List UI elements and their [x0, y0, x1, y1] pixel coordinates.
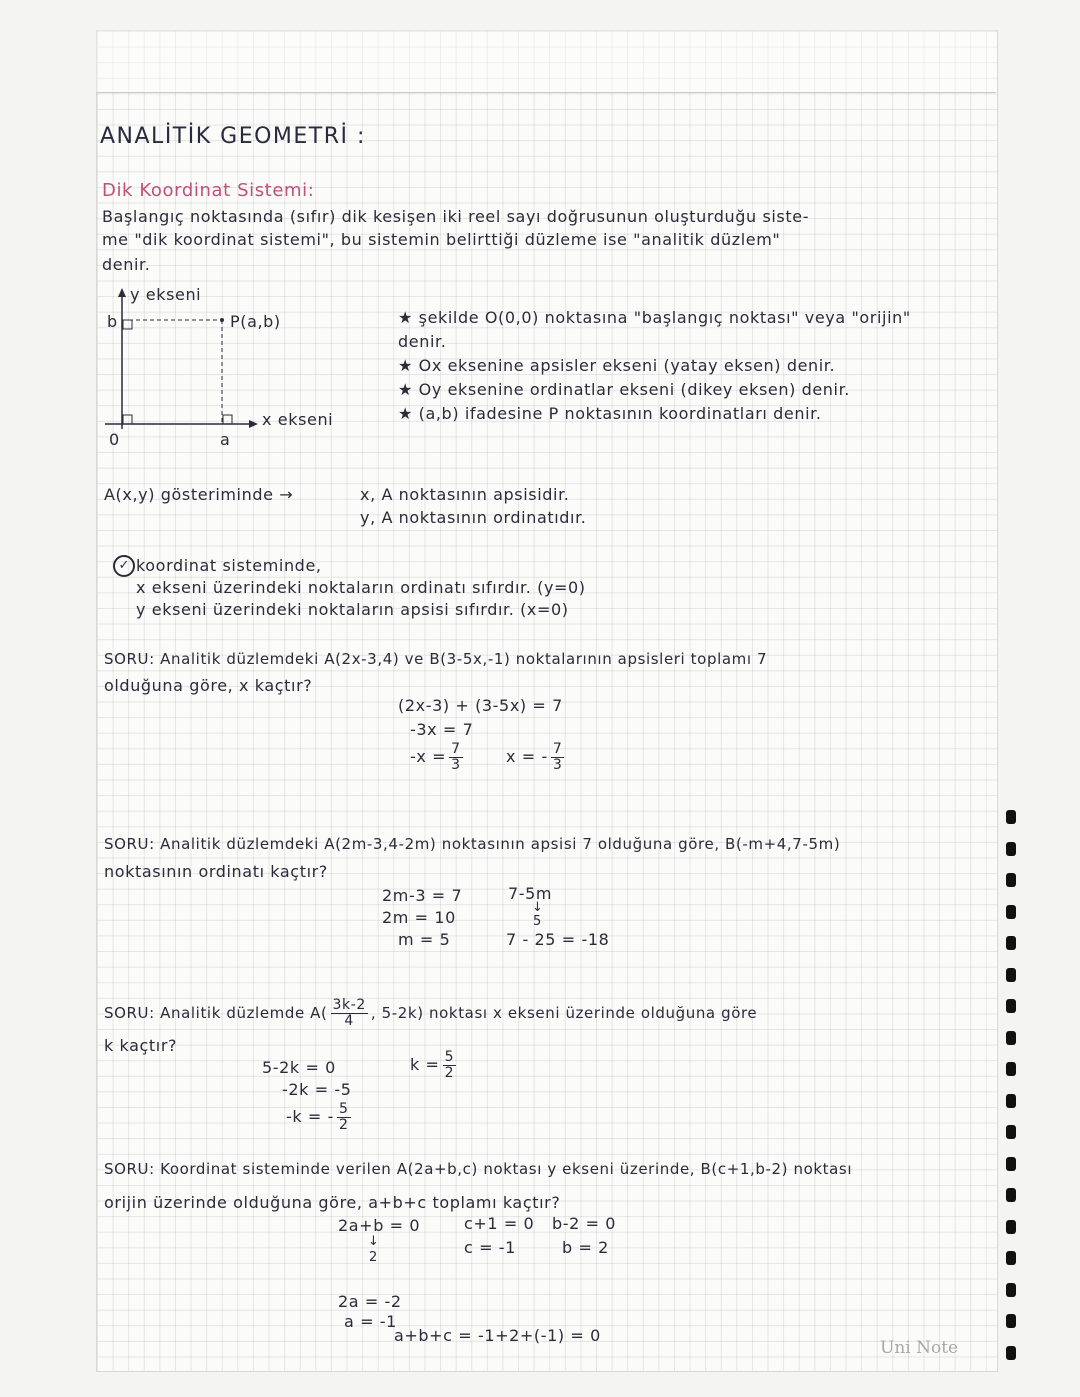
page-header-band — [96, 30, 996, 93]
q3-step-1: 5-2k = 0 — [262, 1058, 336, 1077]
q1-prompt-line-2: olduğuna göre, x kaçtır? — [104, 676, 313, 695]
note-line-1: ★ şekilde O(0,0) noktasına "başlangıç noktası" veya "orijin" — [398, 308, 911, 327]
notation-left: A(x,y) gösteriminde → — [104, 485, 294, 504]
note-line-5: ★ (a,b) ifadesine P noktasının koordinatları denir. — [398, 404, 822, 423]
note-line-2: denir. — [398, 332, 447, 351]
a-label: a — [220, 430, 231, 449]
section-heading: Dik Koordinat Sistemi: — [102, 180, 315, 201]
q4-step-1: 2a+b = 0 — [338, 1216, 421, 1235]
point-p-label: P(a,b) — [230, 312, 281, 331]
intro-line-2: me "dik koordinat sistemi", bu sistemin belirttiği düzleme ise "analitik düzlem" — [102, 230, 781, 249]
q2-prompt-line-1: SORU: Analitik düzlemdeki A(2m-3,4-2m) noktasının apsisi 7 olduğuna göre, B(-m+4,7-5m) — [104, 835, 841, 853]
q1-step-1: (2x-3) + (3-5x) = 7 — [398, 696, 563, 715]
q2-step-3: m = 5 — [398, 930, 451, 949]
q2-right-2: 5 — [533, 914, 542, 929]
notation-line-1: x, A noktasının apsisidir. — [360, 485, 570, 504]
origin-label: 0 — [109, 430, 120, 449]
q2-prompt-line-2: noktasının ordinatı kaçtır? — [104, 862, 328, 881]
q2-step-1: 2m-3 = 7 — [382, 886, 463, 905]
q3-step-2: -2k = -5 — [282, 1080, 352, 1099]
q4-prompt-line-1: SORU: Koordinat sisteminde verilen A(2a+b,c) noktası y ekseni üzerinde, B(c+1,b-2) noktası — [104, 1160, 853, 1178]
rule-line-2: y ekseni üzerindeki noktaların apsisi sıfırdır. (x=0) — [136, 600, 569, 619]
q3-prompt-line-1: SORU: Analitik düzlemde A( $\frac{3k-2}{4}$ , 5-2k) noktası x ekseni üzerinde olduğuna göre — [104, 997, 758, 1029]
q1-step-3: -x = $\frac{7}{3}$ — [410, 741, 461, 773]
q4-step-5: a = -1 — [344, 1312, 397, 1331]
note-line-4: ★ Oy eksenine ordinatlar ekseni (dikey eksen) denir. — [398, 380, 850, 399]
x-axis-label: x ekseni — [262, 410, 334, 429]
intro-line-3: denir. — [102, 255, 151, 274]
unote-watermark: Uni Note — [880, 1338, 959, 1358]
q4-step-2: c+1 = 0 — [464, 1214, 535, 1233]
q2-right-1: 7-5m — [508, 884, 553, 903]
q2-result: 7 - 25 = -18 — [506, 930, 610, 949]
q4-step-3: b-2 = 0 — [552, 1214, 617, 1233]
intro-line-1: Başlangıç noktasında (sıfır) dik kesişen iki reel sayı doğrusunun oluşturduğu siste- — [102, 207, 810, 226]
q2-step-2: 2m = 10 — [382, 908, 456, 927]
y-axis-label: y ekseni — [130, 285, 202, 304]
q1-result: x = - $\frac{7}{3}$ — [506, 741, 563, 773]
q4-step-3b: b = 2 — [562, 1238, 609, 1257]
q4-result: a+b+c = -1+2+(-1) = 0 — [394, 1326, 601, 1345]
notation-line-2: y, A noktasının ordinatıdır. — [360, 508, 587, 527]
q3-step-3: -k = - $\frac{5}{2}$ — [286, 1101, 349, 1133]
rule-head: koordinat sisteminde, — [136, 556, 322, 575]
page-title: ANALİTİK GEOMETRİ : — [100, 124, 366, 149]
q3-result: k = $\frac{5}{2}$ — [410, 1049, 455, 1081]
b-label: b — [107, 312, 118, 331]
q1-prompt-line-1: SORU: Analitik düzlemdeki A(2x-3,4) ve B(3-5x,-1) noktalarının apsisleri toplamı 7 — [104, 650, 768, 668]
q4-prompt-line-2: orijin üzerinde olduğuna göre, a+b+c toplamı kaçtır? — [104, 1193, 561, 1212]
q1-step-2: -3x = 7 — [410, 720, 474, 739]
spiral-binding-holes — [1006, 810, 1020, 1377]
check-icon: ✓ — [113, 555, 135, 577]
q4-step-1-value: 2 — [369, 1250, 378, 1265]
q4-step-1-arrow: ↓ — [368, 1234, 380, 1249]
note-line-3: ★ Ox eksenine apsisler ekseni (yatay eksen) denir. — [398, 356, 836, 375]
q4-step-4: 2a = -2 — [338, 1292, 402, 1311]
rule-line-1: x ekseni üzerindeki noktaların ordinatı sıfırdır. (y=0) — [136, 578, 586, 597]
q4-step-2b: c = -1 — [464, 1238, 516, 1257]
q2-right-arrow: ↓ — [532, 900, 544, 915]
q3-prompt-line-2: k kaçtır? — [104, 1036, 178, 1055]
